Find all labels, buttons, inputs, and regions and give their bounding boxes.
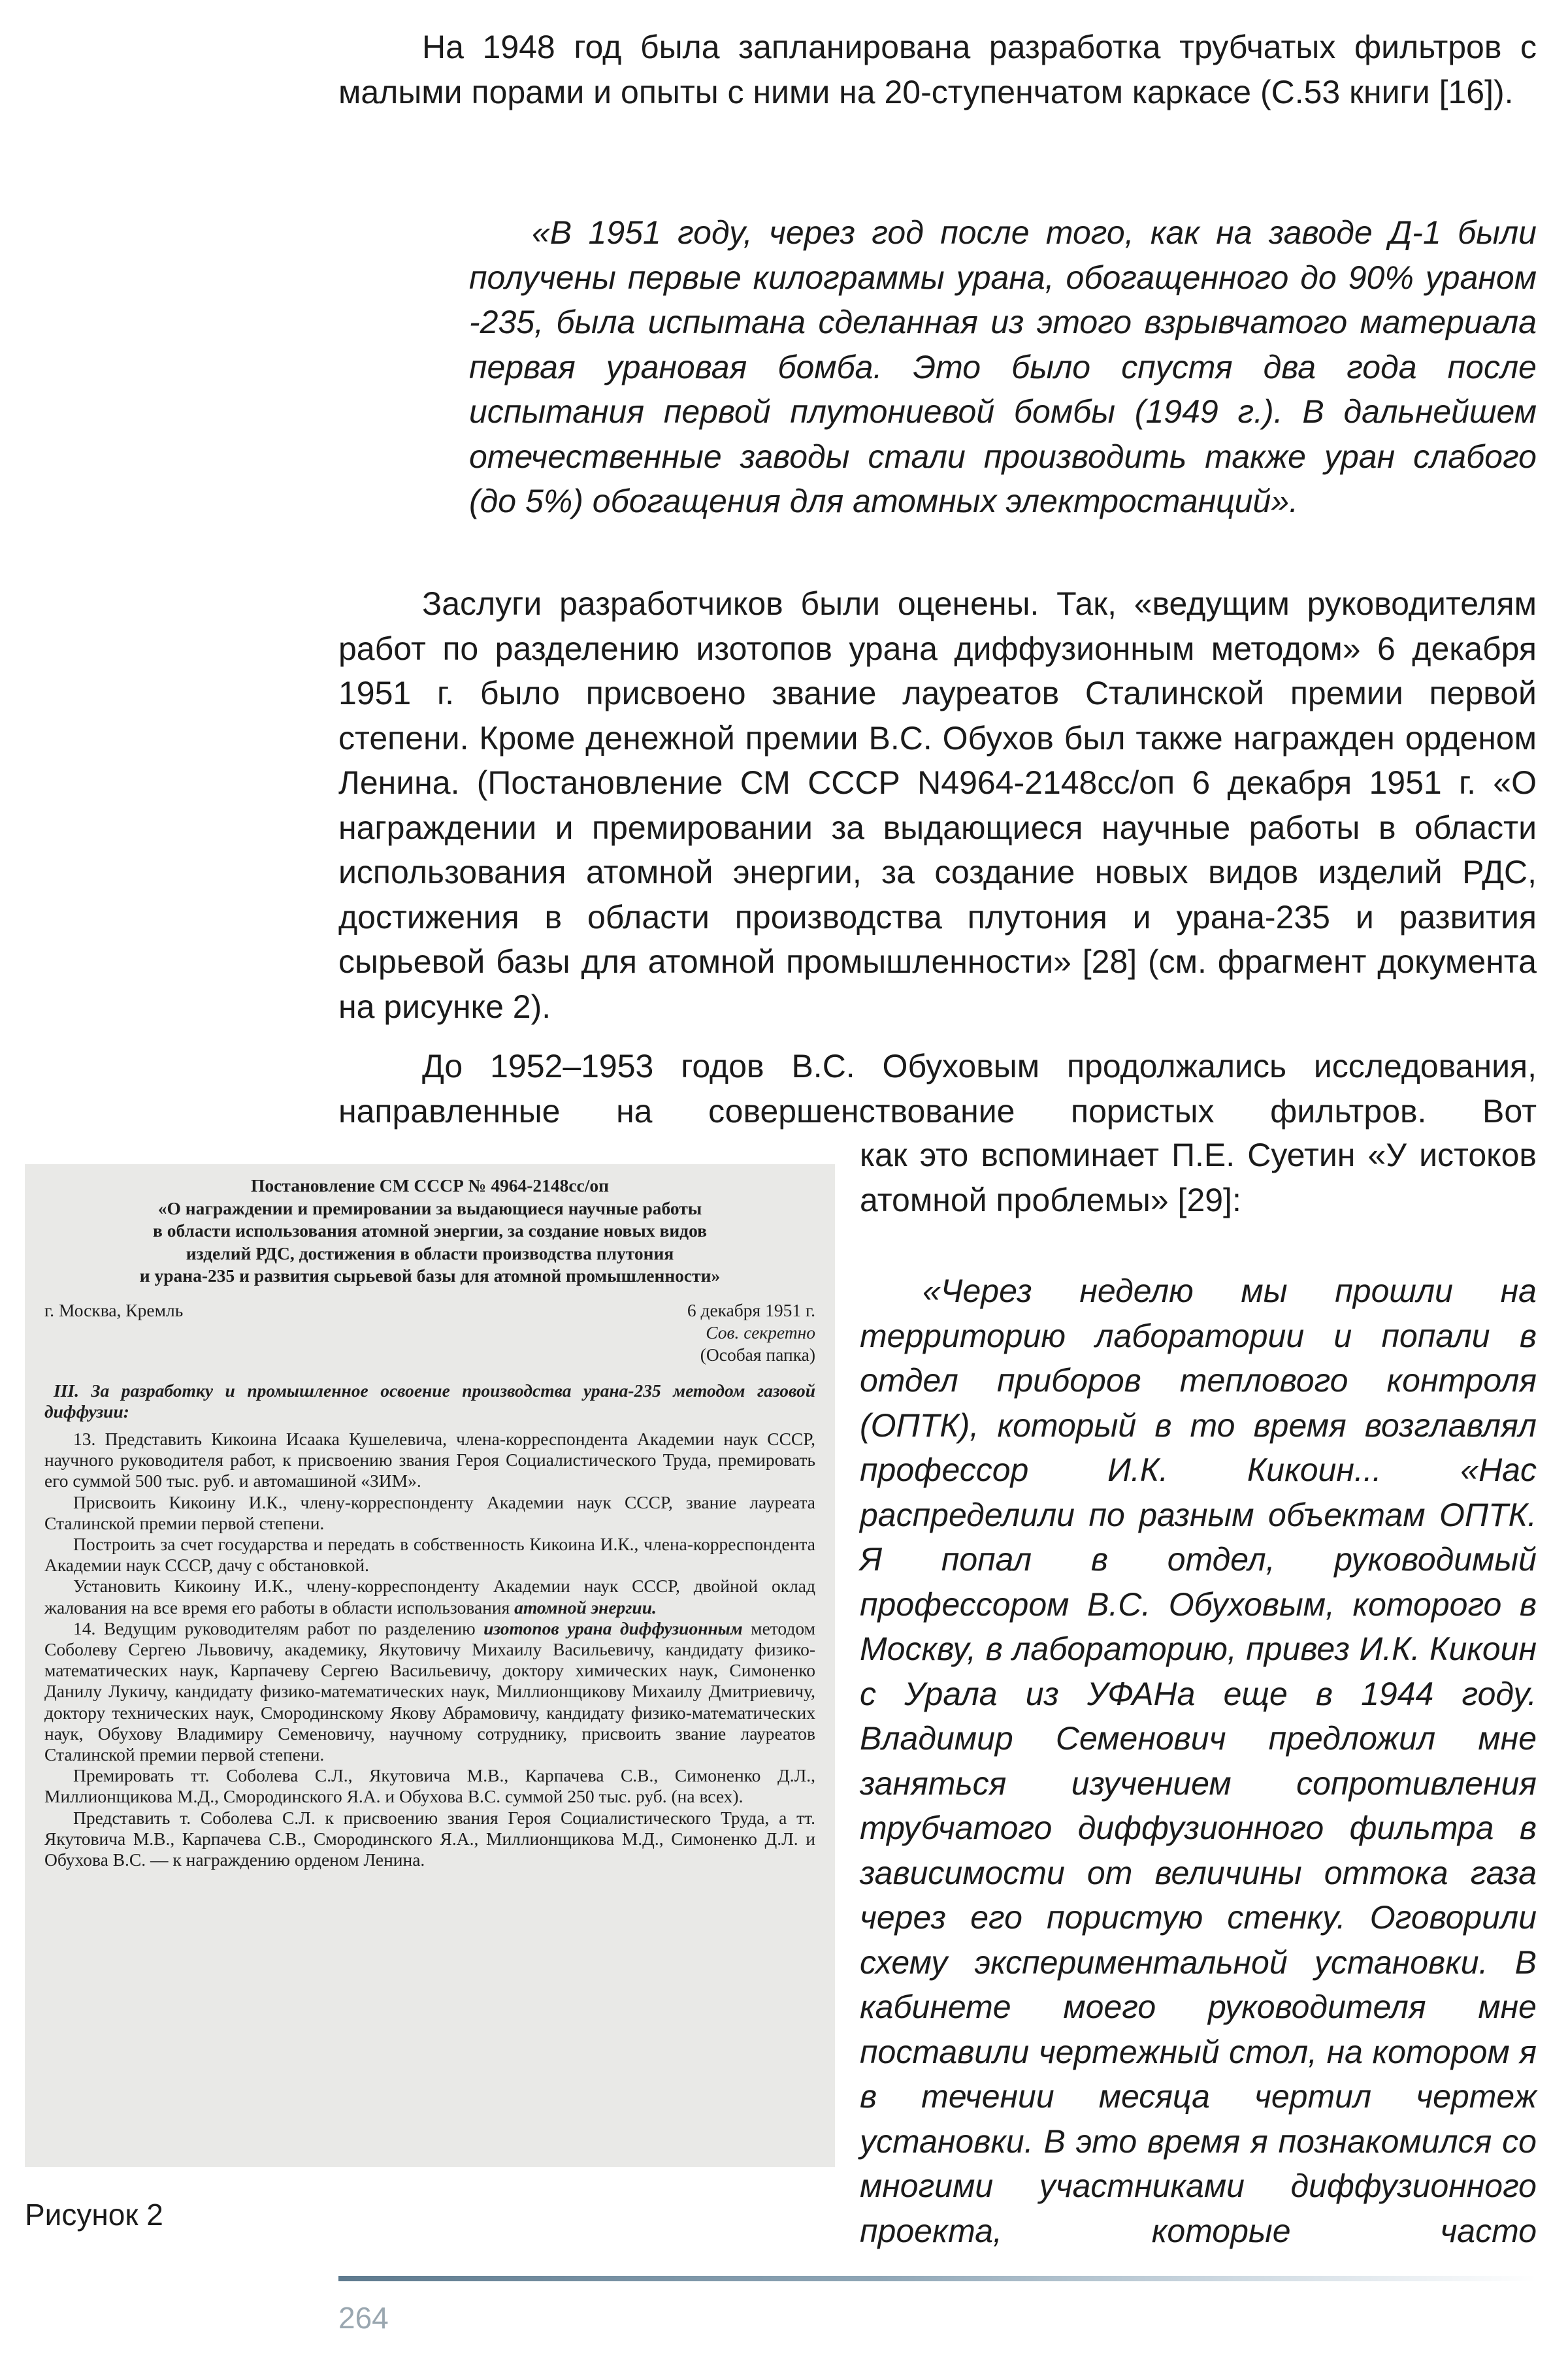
document-dacha: Построить за счет государства и передать в собственность Кикоина И.К., члена-корреспондента Академии наук СССР, дачу с обстановкой. [44, 1533, 815, 1576]
figure-caption: Рисунок 2 [25, 2198, 163, 2232]
document-title [44, 1175, 815, 1288]
paragraph-research-1952: До 1952–1953 годов В.С. Обуховым продолжались исследования, направленные на совершенствование пористых фильтров. Вот [338, 1048, 1537, 1130]
document-header-row [44, 1299, 815, 1370]
document-award-kikoin: Присвоить Кикоину И.К., члену-корреспонденту Академии наук СССР, звание лауреата Сталинской премии первой степени. [44, 1491, 815, 1533]
document-salary-emphasis: атомной энергии. [514, 1597, 657, 1618]
document-title-line: в области использования атомной энергии, за создание новых видов [152, 1220, 707, 1241]
document-place: г. Москва, Кремль [44, 1299, 184, 1320]
document-meta [687, 1299, 815, 1366]
document-section-title [44, 1380, 815, 1422]
document-section-text: За разработку и промышленное освоение производства урана-235 методом газовой диффузии: [44, 1380, 815, 1422]
document-item-14-emphasis: изотопов урана диффузионным [483, 1618, 743, 1638]
document-salary [44, 1576, 815, 1618]
quote-uranium-bomb-1951: «В 1951 году, через год после того, как на заводе Д-1 были получены первые килограммы урана, обогащенного до 90% ураном -235, была испытана сделанная из этого взрывчатого материала первая урановая бомба. Это было спустя два года после испытания первой плутониевой бомбы (1949 г.). В дальнейшем отечественные заводы стали производить также уран слабого (до 5%) обогащения для атомных электростанций». [469, 214, 1537, 519]
document-title-line: «О награждении и премировании за выдающиеся научные работы [157, 1197, 702, 1218]
paragraph-filters-1948: На 1948 год была запланирована разработка трубчатых фильтров с малыми порами и опыты с ними на 20-ступенчатом каркасе (С.53 книги [16]). [338, 29, 1537, 110]
document-item-14-start: 14. Ведущим руководителям работ по разделению [73, 1618, 484, 1638]
document-body [44, 1380, 815, 1871]
paragraph-stalin-prize: Заслуги разработчиков были оценены. Так, «ведущим руководителям работ по разделению изотопов урана диффузионным методом» 6 декабря 1951 г. было присвоено звание лауреатов Сталинской премии первой степени. Кроме денежной премии В.С. Обухов был также награжден орденом Ленина. (Постановление СМ СССР N4964-2148cc/оп 6 декабря 1951 г. «О награждении и премировании за выдающиеся научные работы в области использования атомной энергии, за создание новых видов изделий РДС, достижения в области производства плутония и урана-235 и развития сырьевой базы для атомной промышленности» [28] (см. фрагмент документа на рисунке 2). [338, 585, 1537, 1025]
document-hero: Представить т. Соболева С.Л. к присвоению звания Героя Социалистического Труда, а тт. Якутовича М.В., Карпачева С.В., Смородинского Я.А., Миллионщикова М.Д., Симоненко Д.Л. и Обухова В.С. — к награждению орденом Ленина. [44, 1807, 815, 1870]
document-salary-text: Установить Кикоину И.К., члену-корреспонденту Академии наук СССР, двойной оклад жалования на все время его работы в области использования [44, 1576, 815, 1618]
document-secrecy: Сов. секретно [706, 1322, 815, 1342]
document-item-14-rest: методом Соболеву Сергею Львовичу, академику, Якутовичу Михаилу Васильевичу, кандидату физико-математических наук, Карпачеву Сергею Васильевичу, доктору химических наук, Симоненко Данилу Лукичу, кандидату физико-математических наук, Миллионщикову Михаилу Дмитриевичу, доктору технических наук, Смородинскому Якову Абрамовичу, кандидату физико-математических наук, Обухову Владимиру Семеновичу, научному сотруднику, присвоить звание лауреатов Сталинской премии первой степени. [44, 1618, 816, 1765]
paragraph-suetin-intro: как это вспоминает П.Е. Суетин «У истоков атомной проблемы» [29]: [860, 1137, 1537, 1218]
document-title-line: изделий РДС, достижения в области производства плутония [186, 1243, 674, 1263]
document-bonus: Премировать тт. Соболева С.Л., Якутовича М.В., Карпачева С.В., Симоненко Д.Л., Миллионщикова М.Д., Смородинского Я.А. и Обухова В.С. суммой 250 тыс. руб. (на всех). [44, 1765, 815, 1807]
document-scan-figure-2 [25, 1164, 835, 2167]
document-item-13: 13. Представить Кикоина Исаака Кушелевича, члена-корреспондента Академии наук СССР, научного руководителя работ, к присвоению звания Героя Социалистического Труда, премировать его суммой 500 тыс. руб. и автомашиной «ЗИМ». [44, 1428, 815, 1491]
document-content [44, 1175, 815, 1870]
document-date: 6 декабря 1951 г. [687, 1299, 815, 1320]
document-title-line: и урана-235 и развития сырьевой базы для атомной промышленности» [139, 1265, 721, 1286]
document-title-line: Постановление СМ СССР № 4964-2148сс/оп [251, 1175, 609, 1196]
quote-suetin-memoir: «Через неделю мы прошли на территорию лаборатории и попали в отдел приборов теплового контроля (ОПТК), который в то время возглавлял профессор И.К. Кикоин... «Нас распределили по разным объектам ОПТК. Я попал в отдел, руководимый профессором В.С. Обуховым, которого в Москву, в лабораторию, привез И.К. Кикоин с Урала из УФАНа еще в 1944 году. Владимир Семенович предложил мне заняться изучением сопротивления трубчатого диффузионного фильтра в зависимости от величины оттока газа через его пористую стенку. Оговорили схему экспериментальной установки. В кабинете моего руководителя мне поставили чертежный стол, на котором я в течении месяца чертил чертеж установки. В это время я познакомился со многими участниками диффузионного проекта, которые часто [860, 1273, 1537, 2249]
document-item-14 [44, 1618, 815, 1765]
footer-rule [338, 2276, 1537, 2281]
document-section-number: III. [54, 1380, 79, 1401]
page-number: 264 [338, 2301, 389, 2335]
document-folder: (Особая папка) [700, 1344, 815, 1365]
